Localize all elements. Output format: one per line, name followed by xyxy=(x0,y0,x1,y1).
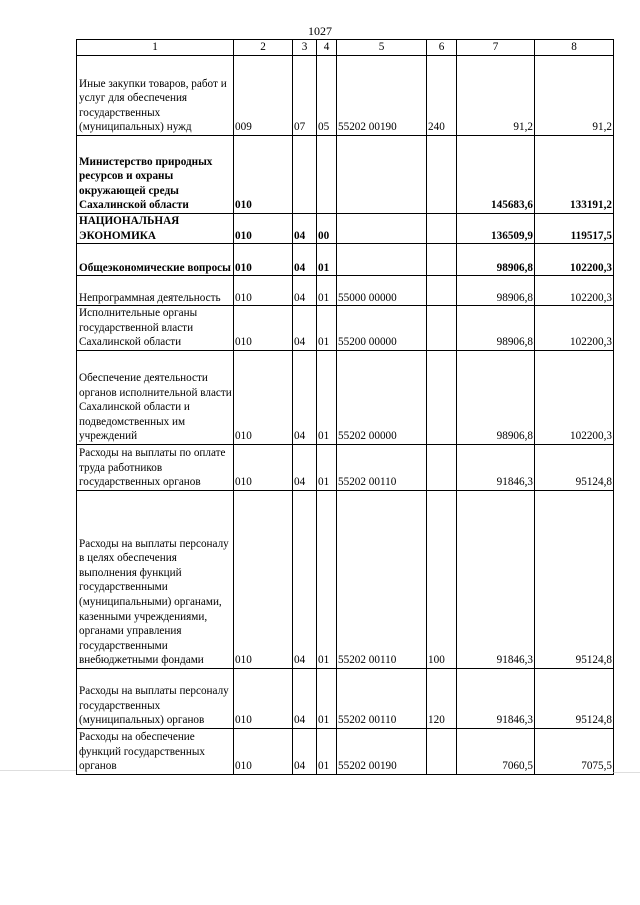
row-c3-cell: 04 xyxy=(293,244,317,276)
header-cell: 1 xyxy=(77,40,234,56)
row-c8-cell: 102200,3 xyxy=(535,276,614,306)
row-c7-cell: 91846,3 xyxy=(457,444,535,490)
row-c4-cell: 01 xyxy=(317,276,337,306)
row-c5-cell: 55202 00110 xyxy=(337,668,427,728)
table-row xyxy=(77,244,614,276)
header-cell: 8 xyxy=(535,40,614,56)
row-c7-cell: 98906,8 xyxy=(457,244,535,276)
row-c5-cell: 55202 00110 xyxy=(337,444,427,490)
row-name-cell: Расходы на обеспечение функций государственных органов xyxy=(77,728,234,774)
row-name-cell: Исполнительные органы государственной власти Сахалинской области xyxy=(77,306,234,351)
row-c3-cell: 04 xyxy=(293,306,317,351)
table-header-row xyxy=(77,40,614,56)
table-row xyxy=(77,276,614,306)
row-c2-cell: 010 xyxy=(234,136,293,214)
row-c2-cell: 009 xyxy=(234,56,293,136)
row-c5-cell xyxy=(337,244,427,276)
scan-artifact xyxy=(0,770,76,771)
row-c5-cell: 55202 00000 xyxy=(337,350,427,444)
table-row xyxy=(77,136,614,214)
table-row xyxy=(77,490,614,668)
row-name-cell: Обеспечение деятельности органов исполнительной власти Сахалинской области и подведомственных им учреждений xyxy=(77,350,234,444)
row-c7-cell: 91846,3 xyxy=(457,490,535,668)
row-c4-cell: 01 xyxy=(317,350,337,444)
row-c4-cell: 01 xyxy=(317,728,337,774)
row-c2-cell: 010 xyxy=(234,728,293,774)
row-name-cell: Расходы на выплаты персоналу государственных (муниципальных) органов xyxy=(77,668,234,728)
row-c8-cell: 102200,3 xyxy=(535,244,614,276)
row-c8-cell: 95124,8 xyxy=(535,668,614,728)
row-c8-cell: 133191,2 xyxy=(535,136,614,214)
page-number: 1027 xyxy=(308,24,332,38)
row-c7-cell: 91,2 xyxy=(457,56,535,136)
row-c8-cell: 95124,8 xyxy=(535,444,614,490)
row-c8-cell: 91,2 xyxy=(535,56,614,136)
row-c7-cell: 145683,6 xyxy=(457,136,535,214)
row-c4-cell: 01 xyxy=(317,444,337,490)
row-c4-cell: 01 xyxy=(317,306,337,351)
row-c3-cell: 04 xyxy=(293,350,317,444)
header-cell: 2 xyxy=(234,40,293,56)
row-c3-cell: 04 xyxy=(293,668,317,728)
row-c6-cell: 120 xyxy=(427,668,457,728)
row-c6-cell xyxy=(427,306,457,351)
row-c8-cell: 119517,5 xyxy=(535,214,614,244)
row-c7-cell: 98906,8 xyxy=(457,350,535,444)
row-c7-cell: 98906,8 xyxy=(457,306,535,351)
budget-table xyxy=(76,39,614,775)
row-name-cell: Общеэкономические вопросы xyxy=(77,244,234,276)
row-c6-cell xyxy=(427,276,457,306)
row-c6-cell: 100 xyxy=(427,490,457,668)
row-c7-cell: 136509,9 xyxy=(457,214,535,244)
row-c5-cell xyxy=(337,214,427,244)
header-cell: 5 xyxy=(337,40,427,56)
scan-artifact xyxy=(613,772,640,773)
table-row xyxy=(77,56,614,136)
header-cell: 6 xyxy=(427,40,457,56)
row-c6-cell xyxy=(427,350,457,444)
row-c6-cell xyxy=(427,444,457,490)
header-cell: 7 xyxy=(457,40,535,56)
row-name-cell: НАЦИОНАЛЬНАЯ ЭКОНОМИКА xyxy=(77,214,234,244)
row-c8-cell: 102200,3 xyxy=(535,350,614,444)
table-row xyxy=(77,306,614,351)
row-c5-cell: 55202 00190 xyxy=(337,56,427,136)
row-c8-cell: 7075,5 xyxy=(535,728,614,774)
row-c5-cell: 55000 00000 xyxy=(337,276,427,306)
row-c3-cell: 04 xyxy=(293,214,317,244)
row-name-cell: Непрограммная деятельность xyxy=(77,276,234,306)
row-c3-cell: 04 xyxy=(293,276,317,306)
row-c3-cell: 04 xyxy=(293,728,317,774)
row-c3-cell: 04 xyxy=(293,444,317,490)
row-c8-cell: 95124,8 xyxy=(535,490,614,668)
row-name-cell: Расходы на выплаты по оплате труда работников государственных органов xyxy=(77,444,234,490)
row-c6-cell xyxy=(427,244,457,276)
row-c4-cell: 05 xyxy=(317,56,337,136)
row-c2-cell: 010 xyxy=(234,214,293,244)
row-name-cell: Министерство природных ресурсов и охраны окружающей среды Сахалинской области xyxy=(77,136,234,214)
row-c4-cell xyxy=(317,136,337,214)
row-name-cell: Иные закупки товаров, работ и услуг для обеспечения государственных (муниципальных) нужд xyxy=(77,56,234,136)
header-cell: 4 xyxy=(317,40,337,56)
row-c5-cell: 55200 00000 xyxy=(337,306,427,351)
row-c2-cell: 010 xyxy=(234,444,293,490)
row-c2-cell: 010 xyxy=(234,306,293,351)
row-c4-cell: 01 xyxy=(317,490,337,668)
row-c6-cell: 240 xyxy=(427,56,457,136)
row-c5-cell xyxy=(337,136,427,214)
row-c2-cell: 010 xyxy=(234,350,293,444)
row-c6-cell xyxy=(427,728,457,774)
row-c3-cell: 07 xyxy=(293,56,317,136)
row-c3-cell: 04 xyxy=(293,490,317,668)
header-cell: 3 xyxy=(293,40,317,56)
row-c6-cell xyxy=(427,136,457,214)
row-c2-cell: 010 xyxy=(234,490,293,668)
row-c7-cell: 7060,5 xyxy=(457,728,535,774)
table-row xyxy=(77,444,614,490)
row-c6-cell xyxy=(427,214,457,244)
table-row xyxy=(77,728,614,774)
row-c4-cell: 00 xyxy=(317,214,337,244)
row-c8-cell: 102200,3 xyxy=(535,306,614,351)
row-c5-cell: 55202 00190 xyxy=(337,728,427,774)
row-c2-cell: 010 xyxy=(234,668,293,728)
table-row xyxy=(77,214,614,244)
row-c7-cell: 98906,8 xyxy=(457,276,535,306)
row-c2-cell: 010 xyxy=(234,244,293,276)
row-c7-cell: 91846,3 xyxy=(457,668,535,728)
row-c4-cell: 01 xyxy=(317,668,337,728)
row-name-cell: Расходы на выплаты персоналу в целях обеспечения выполнения функций государственными (муниципальными) органами, казенными учреждениями, органами управления государственными внебюджетными фондами xyxy=(77,490,234,668)
row-c4-cell: 01 xyxy=(317,244,337,276)
row-c3-cell xyxy=(293,136,317,214)
table-row xyxy=(77,350,614,444)
row-c5-cell: 55202 00110 xyxy=(337,490,427,668)
row-c2-cell: 010 xyxy=(234,276,293,306)
table-row xyxy=(77,668,614,728)
